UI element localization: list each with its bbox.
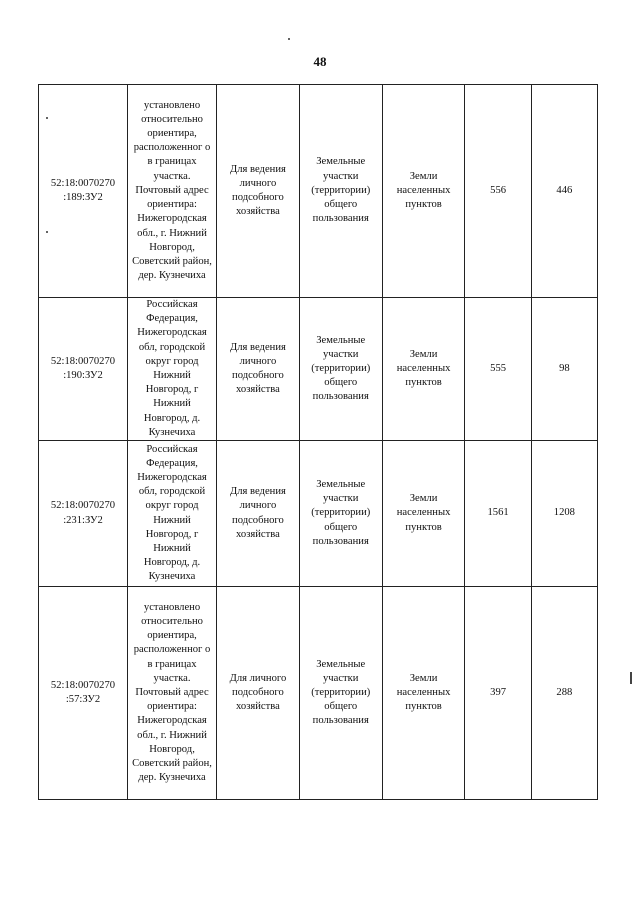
zone-type-cell: Земельные участки (территории) общего пользования xyxy=(299,441,382,587)
location-cell: установлено относительно ориентира, расположенног о в границах участка. Почтовый адрес ориентира: Нижегородская обл., г. Нижний Новгород, Советский район, дер. Кузнечиха xyxy=(128,85,217,298)
land-plots-table xyxy=(38,84,598,800)
cadastral-number-cell: 52:18:0070270 :231:ЗУ2 xyxy=(39,441,128,587)
table-row xyxy=(39,587,598,800)
table-row xyxy=(39,298,598,441)
zone-type-cell: Земельные участки (территории) общего пользования xyxy=(299,85,382,298)
zone-type-cell: Земельные участки (территории) общего пользования xyxy=(299,298,382,441)
area-total-cell: 1561 xyxy=(465,441,531,587)
zone-type-cell: Земельные участки (территории) общего пользования xyxy=(299,587,382,800)
permitted-use-cell: Для личного подсобного хозяйства xyxy=(217,587,300,800)
location-cell: Российская Федерация, Нижегородская обл, городской округ город Нижний Новгород, г Нижний Новгород, д. Кузнечиха xyxy=(128,441,217,587)
area-total-cell: 556 xyxy=(465,85,531,298)
permitted-use-cell: Для ведения личного подсобного хозяйства xyxy=(217,298,300,441)
area-part-cell: 446 xyxy=(531,85,597,298)
cadastral-number-cell: 52:18:0070270 :57:ЗУ2 xyxy=(39,587,128,800)
land-category-cell: Земли населенных пунктов xyxy=(382,587,465,800)
cadastral-number-cell: 52:18:0070270 :189:ЗУ2 xyxy=(39,85,128,298)
cadastral-number-cell: 52:18:0070270 :190:ЗУ2 xyxy=(39,298,128,441)
scan-edge-mark xyxy=(630,672,632,684)
location-cell: Российская Федерация, Нижегородская обл, городской округ город Нижний Новгород, г Нижний Новгород, д. Кузнечиха xyxy=(128,298,217,441)
page-number: 48 xyxy=(313,54,327,69)
permitted-use-cell: Для ведения личного подсобного хозяйства xyxy=(217,441,300,587)
area-part-cell: 98 xyxy=(531,298,597,441)
land-category-cell: Земли населенных пунктов xyxy=(382,441,465,587)
area-total-cell: 397 xyxy=(465,587,531,800)
table-row xyxy=(39,85,598,298)
area-part-cell: 288 xyxy=(531,587,597,800)
permitted-use-cell: Для ведения личного подсобного хозяйства xyxy=(217,85,300,298)
location-cell: установлено относительно ориентира, расположенног о в границах участка. Почтовый адрес ориентира: Нижегородская обл., г. Нижний Новгород, Советский район, дер. Кузнечиха xyxy=(128,587,217,800)
land-category-cell: Земли населенных пунктов xyxy=(382,298,465,441)
area-total-cell: 555 xyxy=(465,298,531,441)
table-row xyxy=(39,441,598,587)
scan-speck xyxy=(288,38,290,40)
area-part-cell: 1208 xyxy=(531,441,597,587)
land-category-cell: Земли населенных пунктов xyxy=(382,85,465,298)
